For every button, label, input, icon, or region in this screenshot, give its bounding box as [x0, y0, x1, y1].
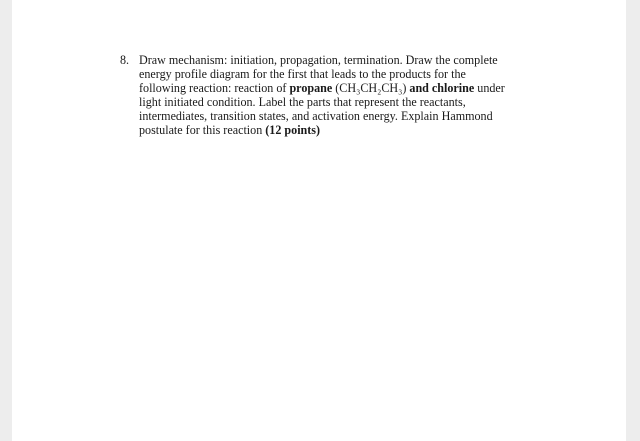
line-text: light initiated condition. Label the parts that represent the reactants, — [139, 95, 466, 109]
line-text: postulate for this reaction — [139, 123, 266, 137]
line-text: Draw mechanism: initiation, propagation, termination. Draw the complete — [139, 53, 498, 67]
line-text: energy profile diagram for the first that leads to the products for the — [139, 67, 466, 81]
document-page — [12, 0, 626, 441]
reactant-chlorine: and chlorine — [409, 81, 475, 95]
question-number: 8. — [120, 53, 130, 67]
reactant-propane: propane — [289, 81, 333, 95]
line-text: following reaction: reaction of — [139, 81, 290, 95]
question-line — [139, 81, 540, 95]
question-line — [139, 123, 540, 137]
question-text — [139, 53, 540, 137]
question-line — [139, 67, 540, 81]
line-text: intermediates, transition states, and activation energy. Explain Hammond — [139, 109, 493, 123]
propane-formula: (CH₃CH₂CH₃) — [332, 81, 410, 95]
question-line — [139, 53, 540, 67]
line-text: under — [474, 81, 505, 95]
question-line — [139, 95, 540, 109]
points-label: (12 points) — [265, 123, 321, 137]
question-line — [139, 109, 540, 123]
question-8 — [120, 53, 540, 137]
